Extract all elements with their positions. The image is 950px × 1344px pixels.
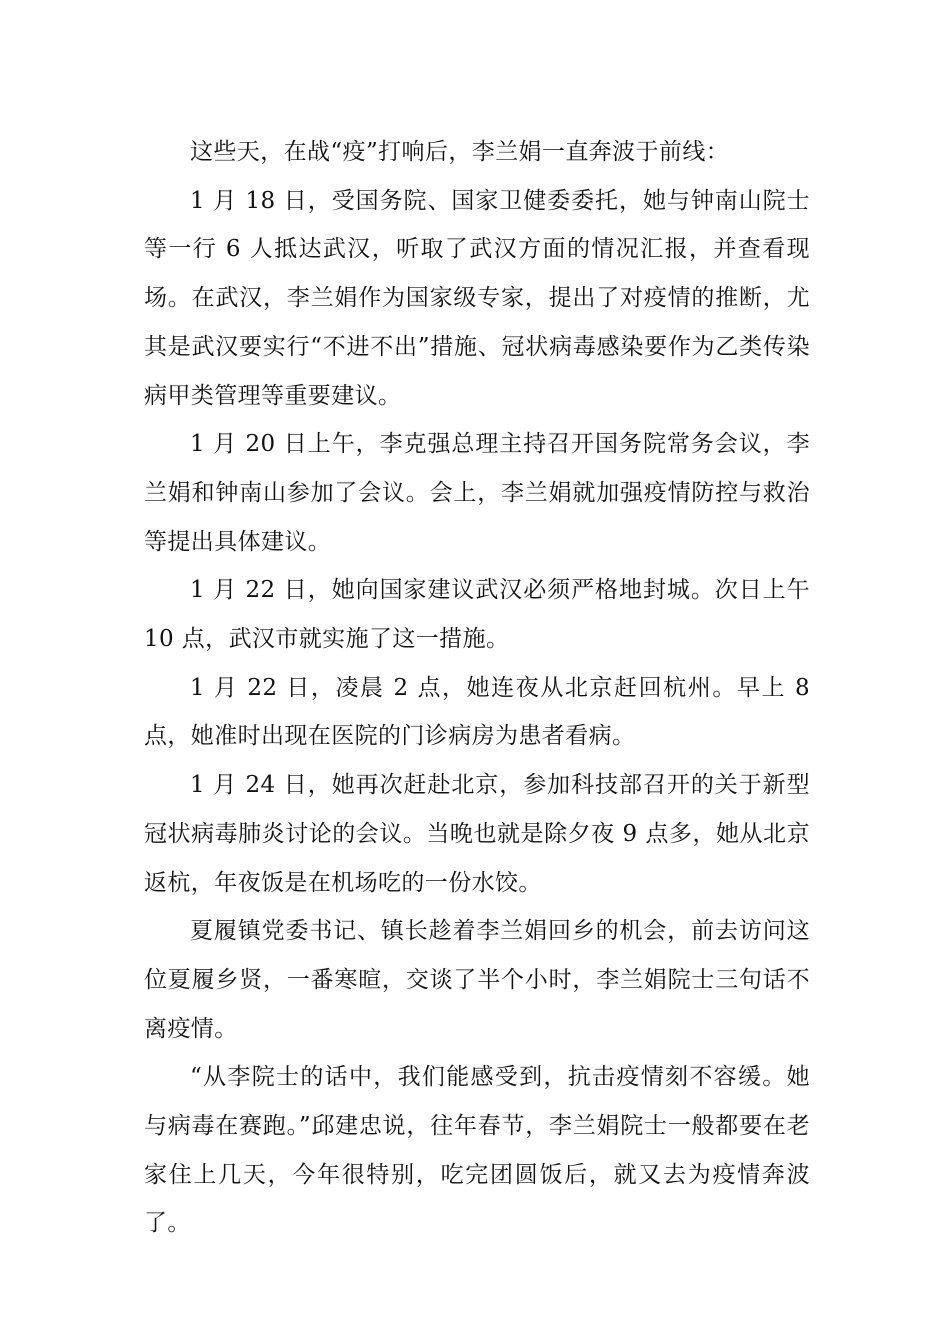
paragraph-town-visit: 夏履镇党委书记、镇长趁着李兰娟回乡的机会，前去访问这位夏履乡贤，一番寒暄，交谈了半个小时，李兰娟院士三句话不离疫情。 (144, 918, 810, 1042)
article-body (144, 128, 810, 1248)
paragraph-jan-22-return: 1 月 22 日，凌晨 2 点，她连夜从北京赶回杭州。早上 8 点，她准时出现在医院的门诊病房为患者看病。 (144, 674, 810, 750)
paragraph-jan-24: 1 月 24 日，她再次赶赴北京，参加科技部召开的关于新型冠状病毒肺炎讨论的会议。当晚也就是除夕夜 9 点多，她从北京返杭，年夜饭是在机场吃的一份水饺。 (144, 772, 810, 896)
paragraph-quote: “从李院士的话中，我们能感受到，抗击疫情刻不容缓。她与病毒在赛跑。”邱建忠说，往年春节，李兰娟院士一般都要在老家住上几天，今年很特别，吃完团圆饭后，就又去为疫情奔波了。 (144, 1064, 810, 1237)
paragraph-jan-22-lockdown: 1 月 22 日，她向国家建议武汉必须严格地封城。次日上午 10 点，武汉市就实施了这一措施。 (144, 577, 810, 653)
paragraph-jan-20: 1 月 20 日上午，李克强总理主持召开国务院常务会议，李兰娟和钟南山参加了会议。会上，李兰娟就加强疫情防控与救治等提出具体建议。 (144, 431, 810, 555)
paragraph-intro: 这些天，在战“疫”打响后，李兰娟一直奔波于前线： (190, 139, 730, 165)
paragraph-jan-18: 1 月 18 日，受国务院、国家卫健委委托，她与钟南山院士等一行 6 人抵达武汉，听取了武汉方面的情况汇报，并查看现场。在武汉，李兰娟作为国家级专家，提出了对疫情的推断，尤其是武汉要实行“不进不出”措施、冠状病毒感染要作为乙类传染病甲类管理等重要建议。 (144, 187, 810, 409)
